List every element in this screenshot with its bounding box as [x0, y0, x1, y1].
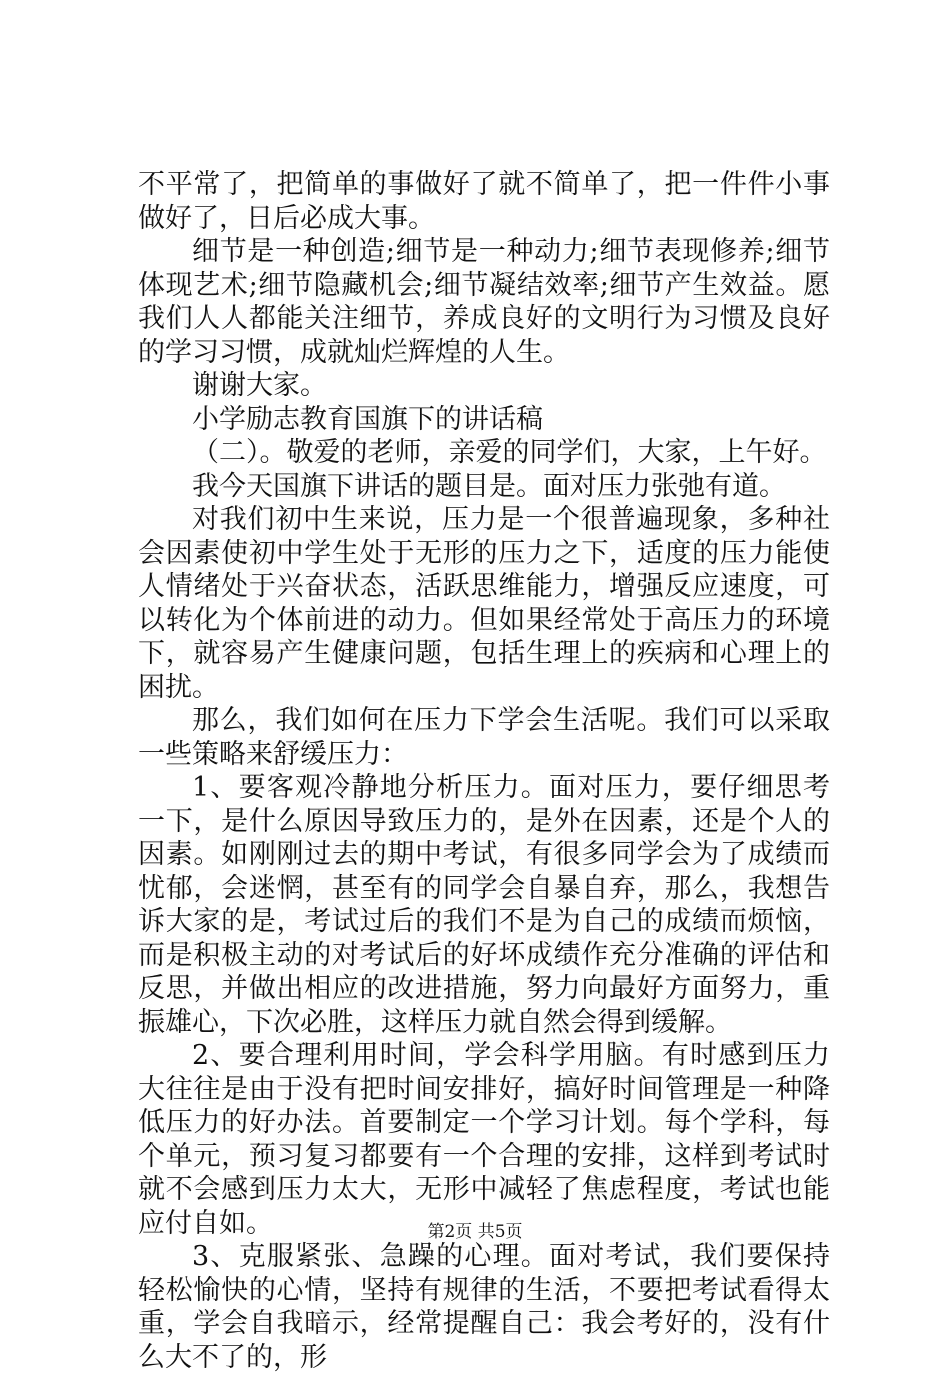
paragraph: 对我们初中生来说，压力是一个很普遍现象，多种社会因素使初中学生处于无形的压力之下，适度的压力能使人情绪处于兴奋状态，活跃思维能力，增强反应速度，可以转化为个体前进的动力。但如果经常处于高压力的环境下，就容易产生健康问题，包括生理上的疾病和心理上的困扰。: [138, 504, 830, 703]
paragraph: （二）。敬爱的老师，亲爱的同学们，大家，上午好。: [192, 437, 827, 468]
paragraph: 2、要合理利用时间，学会科学用脑。有时感到压力大往往是由于没有把时间安排好，搞好时间管理是一种降低压力的好办法。首要制定一个学习计划。每个学科，每个单元，预习复习都要有一个合理的安排，这样到考试时就不会感到压力太大，无形中减轻了焦虑程度，考试也能应付自如。: [138, 1040, 830, 1239]
section-title: 小学励志教育国旗下的讲话稿: [192, 403, 543, 435]
paragraph: 不平常了，把简单的事做好了就不简单了，把一件件小事做好了，日后必成大事。: [138, 169, 830, 234]
paragraph: 我今天国旗下讲话的题目是。面对压力张弛有道。: [192, 470, 786, 502]
paragraph: 那么，我们如何在压力下学会生活呢。我们可以采取一些策略来舒缓压力：: [138, 705, 830, 770]
document-body: [138, 168, 830, 1374]
paragraph: 细节是一种创造;细节是一种动力;细节表现修养;细节体现艺术;细节隐藏机会;细节凝结效率;细节产生效益。愿我们人人都能关注细节，养成良好的文明行为习惯及良好的学习习惯，成就灿烂辉煌的人生。: [138, 236, 830, 368]
paragraph: 谢谢大家。: [192, 370, 327, 401]
paragraph: 1、要客观冷静地分析压力。面对压力，要仔细思考一下，是什么原因导致压力的，是外在因素，还是个人的因素。如刚刚过去的期中考试，有很多同学会为了成绩而忧郁，会迷惘，甚至有的同学会自暴自弃，那么，我想告诉大家的是，考试过后的我们不是为自己的成绩而烦恼，而是积极主动的对考试后的好坏成绩作充分准确的评估和反思，并做出相应的改进措施，努力向最好方面努力，重振雄心，下次必胜，这样压力就自然会得到缓解。: [138, 772, 830, 1038]
paragraph: 3、克服紧张、急躁的心理。面对考试，我们要保持轻松愉快的心情，坚持有规律的生活，不要把考试看得太重，学会自我暗示，经常提醒自己：我会考好的，没有什么大不了的，形: [138, 1241, 830, 1373]
page-number-footer: 第2页 共5页: [427, 1222, 523, 1242]
